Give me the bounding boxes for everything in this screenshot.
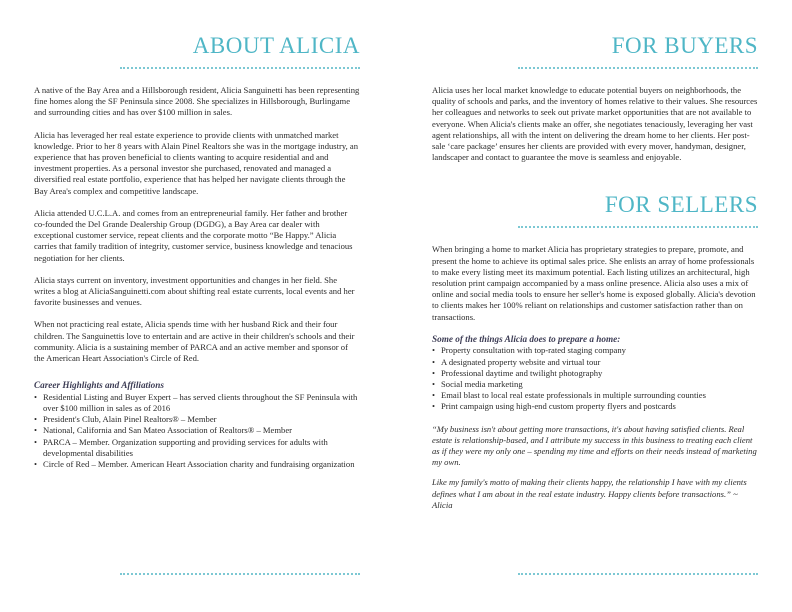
- footer-divider-right: [518, 573, 758, 575]
- about-paragraph-5: When not practicing real estate, Alicia spends time with her husband Rick and their four children. The Sanguinettis love to entertain and are active in their children's schools and their community. Alicia is a sustaining member of PARCA and an active member and sponsor of the American Heart Association's Circle of Red.: [34, 319, 355, 364]
- list-item: • PARCA – Member. Organization supporting and providing services for adults with developmental disabilities: [34, 437, 360, 459]
- buyers-sellers-column: [432, 0, 758, 511]
- buyers-title: FOR BUYERS: [611, 33, 758, 58]
- list-item: • Email blast to local real estate professionals in multiple surrounding counties: [432, 390, 758, 401]
- about-paragraph-1: A native of the Bay Area and a Hillsborough resident, Alicia Sanguinetti has been representing fine homes along the SF Peninsula since 2008. She specializes in Hillsborough, Burlingame and surrounding cities and has over $100 million in sales.: [34, 85, 360, 118]
- sellers-paragraph: When bringing a home to market Alicia has proprietary strategies to prepare, promote, and present the home to achieve its optimal sales price. She enlists an array of home professionals to make every listing meet its maximum potential. Each listing utilizes an architectural, high resolution print campaign accompanied by a mass online presence. Alicia also uses a mix of online and social media tools to ensure her seller's home is exposed globally. Alicia's devotion to clients makes her 100% reliant on relationships and customer satisfaction rather than on transactions.: [432, 244, 756, 322]
- buyers-paragraph: Alicia uses her local market knowledge to educate potential buyers on neighborhoods, the quality of schools and parks, and the inventory of homes relative to their values. She resources her colleagues and networks to seek out private market opportunities that are not available to everyone. When Alicia's clients make an offer, she negotiates tenaciously, leveraging her vast agent relationships, all with the intent on delivering the dream home to her clients. Her post-sale ‘care package’ ensures her clients are provided with every mover, handyman, designer, landscaper and contact to guarantee the move is seamless and enjoyable.: [432, 85, 758, 163]
- highlights-title: Career Highlights and Affiliations: [34, 380, 164, 391]
- sellers-list: [432, 345, 758, 412]
- about-column: [34, 0, 360, 470]
- testimonial-quote-1: “My business isn't about getting more transactions, it's about having satisfied clients. Real estate is relationship-based, and I attribute my success in this business to treating each client as if they were my only one – spending my time and efforts on their needs instead of marketing my own.: [432, 423, 757, 468]
- list-item: • Print campaign using high-end custom property flyers and postcards: [432, 401, 758, 412]
- about-title: ABOUT ALICIA: [192, 33, 360, 58]
- about-paragraph-4: Alicia stays current on inventory, investment opportunities and changes in her field. She writes a blog at AliciaSanguinetti.com about shifting real estate currents, local events and her favorite businesses and venues.: [34, 274, 355, 308]
- list-item: • Property consultation with top-rated staging company: [432, 345, 758, 356]
- list-item: • President's Club, Alain Pinel Realtors® – Member: [34, 414, 360, 425]
- list-item: • Professional daytime and twilight photography: [432, 368, 758, 379]
- divider: [518, 226, 758, 228]
- list-item: • A designated property website and virtual tour: [432, 357, 758, 368]
- list-item: • Residential Listing and Buyer Expert – has served clients throughout the SF Peninsula with over $100 million in sales as of 2016: [34, 392, 360, 414]
- about-paragraph-2: Alicia has leveraged her real estate experience to provide clients with unmatched market knowledge. Prior to her 8 years with Alain Pinel Realtors she was in the mortgage industry, an experience that has proven beneficial to clients wanting to acquire residential and and investment properties. As a personal investor she purchased, renovated and managed a diversified real estate portfolio, experience that has helped her navigate clients through the Bay Area's complex and competitive landscape.: [34, 129, 359, 196]
- list-item: • Circle of Red – Member. American Heart Association charity and fundraising organization: [34, 459, 360, 470]
- divider: [518, 67, 758, 69]
- sellers-list-title: Some of the things Alicia does to prepare a home:: [432, 333, 621, 344]
- highlights-list: [34, 392, 360, 470]
- list-item: • Social media marketing: [432, 379, 758, 390]
- about-paragraph-3: Alicia attended U.C.L.A. and comes from an entrepreneurial family. Her father and brother co-founded the Del Grande Dealership Group (DGDG), a Bay Area car dealer with exceptional customer service, repeat clients and the corporate motto “Be Happy.” Alicia carries that family tradition of integrity, customer service, business knowledge and tenacious negotiation for her clients.: [34, 207, 353, 263]
- testimonial-quote-2: Like my family's motto of making their clients happy, the relationship I have with my clients defines what I am about in the real estate industry. Happy clients before transactions.” ~ Alicia: [432, 477, 747, 510]
- sellers-title: FOR SELLERS: [604, 192, 758, 218]
- list-item: • National, California and San Mateo Association of Realtors® – Member: [34, 425, 360, 436]
- divider: [120, 67, 360, 69]
- footer-divider-left: [120, 573, 360, 575]
